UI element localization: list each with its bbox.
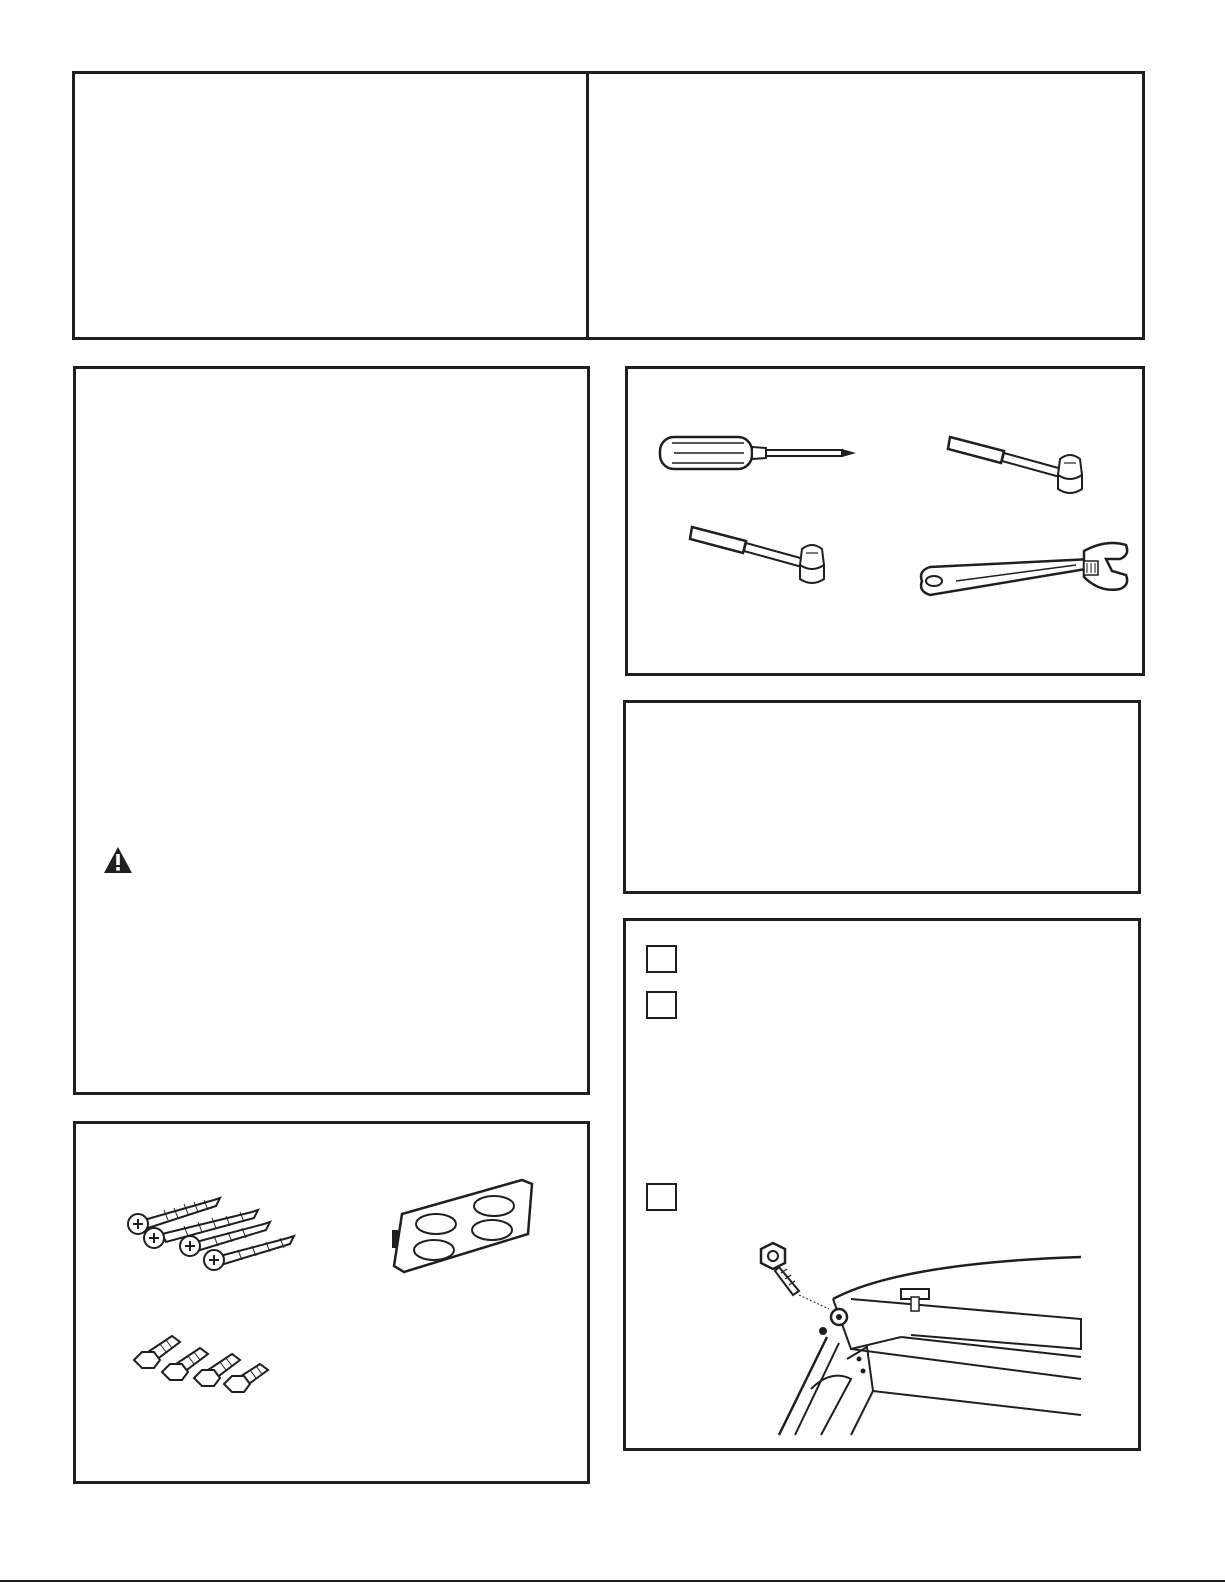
phillips-screwdriver-icon (658, 433, 868, 475)
rubber-pad-icon (384, 1174, 534, 1276)
parts-panel (73, 1121, 590, 1484)
step-checkbox[interactable] (646, 945, 677, 973)
header-left-panel (72, 71, 1145, 340)
warning-triangle-icon (103, 846, 133, 874)
steps-panel (623, 918, 1141, 1451)
wood-screws-icon (124, 1186, 299, 1286)
step-checkbox[interactable] (646, 1183, 677, 1211)
hex-bolts-icon (132, 1322, 272, 1394)
note-panel (623, 700, 1141, 894)
tools-panel (625, 366, 1145, 676)
warnings-panel (73, 366, 590, 1095)
header-divider (586, 71, 589, 340)
nut-driver-icon (946, 429, 1116, 499)
bolt-installation-illustration (751, 1239, 1086, 1435)
page-bottom-rule (0, 1580, 1225, 1582)
nut-driver-icon (688, 519, 858, 589)
adjustable-wrench-icon (916, 537, 1136, 603)
step-checkbox[interactable] (646, 991, 677, 1019)
